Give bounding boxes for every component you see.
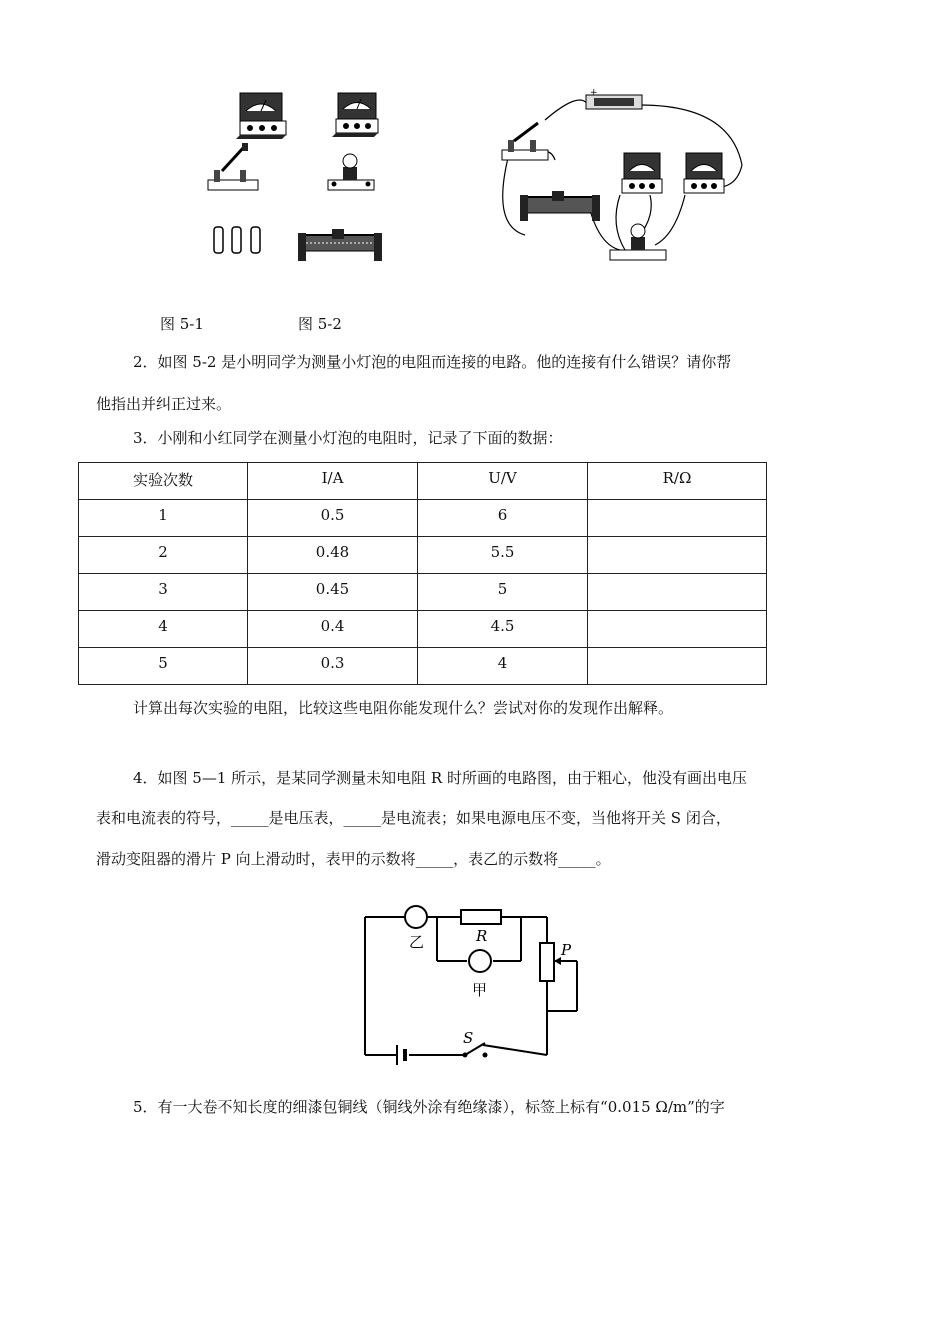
question-4-circuit-diagram	[355, 895, 595, 1070]
table-header-cell: 实验次数	[79, 463, 248, 500]
table-cell: 5.5	[418, 537, 588, 574]
label-yi: 乙	[409, 933, 425, 951]
table-cell: 4	[418, 648, 588, 685]
question-4-line-2: 表和电流表的符号，_____是电压表，_____是电流表；如果电源电压不变，当他将开关 S 闭合，	[96, 809, 731, 827]
table-cell: 0.48	[248, 537, 418, 574]
question-2-line-1: 2．如图 5-2 是小明同学为测量小灯泡的电阻而连接的电路。他的连接有什么错误？请你帮	[133, 353, 732, 371]
label-r: R	[476, 927, 488, 945]
rheostat-2	[520, 191, 600, 221]
question-3-after-text: 计算出每次实验的电阻，比较这些电阻你能发现什么？尝试对你的发现作出解释。	[133, 699, 674, 717]
table-header-row	[79, 463, 767, 500]
table-cell	[588, 500, 767, 537]
battery-box	[586, 88, 642, 109]
table-row	[79, 537, 767, 574]
label-p: P	[561, 941, 572, 959]
table-header-cell: I/A	[248, 463, 418, 500]
table-cell	[588, 648, 767, 685]
table-row	[79, 500, 767, 537]
table-header-cell: R/Ω	[588, 463, 767, 500]
table-header-cell: U/V	[418, 463, 588, 500]
question-4-line-3: 滑动变阻器的滑片 P 向上滑动时，表甲的示数将_____，表乙的示数将_____。	[96, 850, 611, 868]
table-cell: 2	[79, 537, 248, 574]
label-jia: 甲	[472, 981, 488, 999]
rheostat-picture	[298, 229, 382, 261]
meter-jia-circle	[469, 950, 491, 972]
ammeter-picture	[236, 93, 286, 139]
table-cell	[588, 611, 767, 648]
voltmeter-picture	[332, 93, 378, 137]
label-s: S	[463, 1029, 474, 1047]
switch-2	[502, 123, 548, 160]
lamp-2	[610, 224, 666, 260]
table-cell: 4	[79, 611, 248, 648]
meter-v	[684, 153, 724, 193]
switch-picture	[208, 143, 258, 190]
question-5-line-1: 5．有一大卷不知长度的细漆包铜线（铜线外涂有绝缘漆），标签上标有“0.015 Ω/m”的字	[133, 1098, 725, 1116]
question-3-intro: 3．小刚和小红同学在测量小灯泡的电阻时，记录了下面的数据：	[133, 429, 563, 447]
table-cell: 0.4	[248, 611, 418, 648]
meter-yi-circle	[405, 906, 427, 928]
resistor-r	[461, 910, 501, 924]
table-cell: 0.3	[248, 648, 418, 685]
table-row	[79, 648, 767, 685]
table-cell	[588, 574, 767, 611]
meter-a	[622, 153, 662, 193]
battery-picture	[214, 227, 260, 253]
question-2-line-2: 他指出并纠正过来。	[96, 395, 232, 413]
svg-text:+: +	[590, 88, 598, 98]
table-cell: 4.5	[418, 611, 588, 648]
battery-symbol	[397, 1045, 405, 1065]
table-cell: 5	[418, 574, 588, 611]
lamp-picture	[328, 154, 374, 190]
question-4-line-1: 4．如图 5—1 所示，是某同学测量未知电阻 R 时所画的电路图，由于粗心，他没有画出电压	[133, 769, 748, 787]
table-row	[79, 574, 767, 611]
figure-5-1-components	[200, 85, 400, 285]
table-row	[79, 611, 767, 648]
table-cell: 1	[79, 500, 248, 537]
figure-5-2-caption: 图 5-2	[298, 315, 342, 333]
figure-5-1-caption: 图 5-1	[160, 315, 204, 333]
table-cell: 3	[79, 574, 248, 611]
table-cell: 0.5	[248, 500, 418, 537]
table-cell: 0.45	[248, 574, 418, 611]
table-cell: 6	[418, 500, 588, 537]
table-cell: 5	[79, 648, 248, 685]
table-cell	[588, 537, 767, 574]
data-table	[78, 462, 767, 685]
figure-5-2-circuit	[490, 85, 760, 275]
rheostat-symbol	[540, 943, 554, 981]
